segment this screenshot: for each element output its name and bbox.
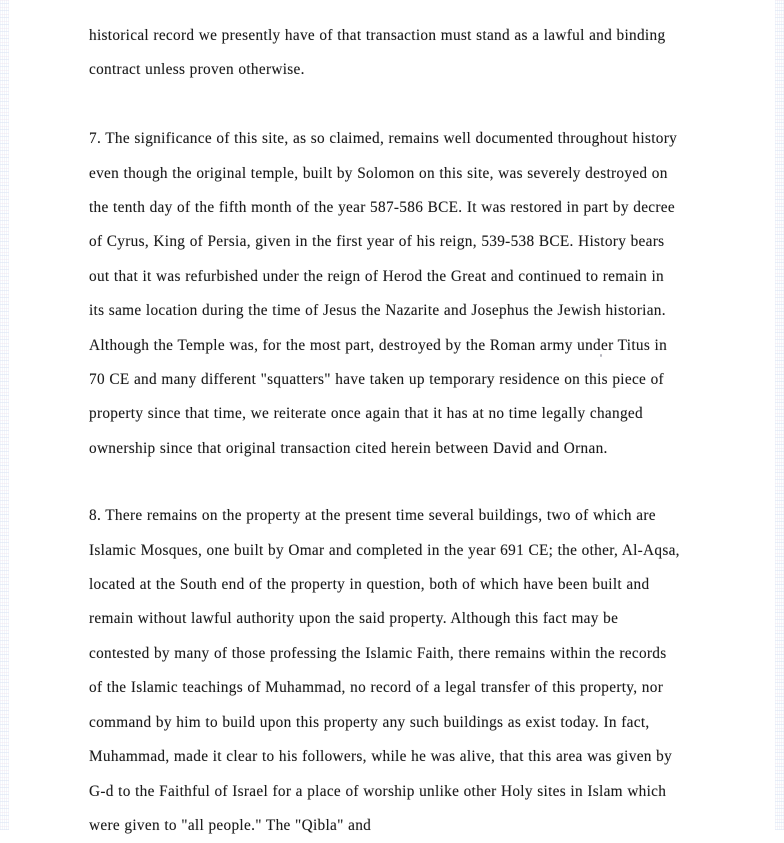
paragraph-7: 7. The significance of this site, as so claimed, remains well documented throughout history even though the original temple, built by Solomon on this site, was severely destroyed on the tenth day of the fifth month of the year 587-586 BCE. It was restored in part by decree of Cyrus, King of Persia, given in the first year of his reign, 539-538 BCE. History bears out that it was refurbished under the reign of Herod the Great and continued to remain in its same location during the time of Jesus the Nazarite and Josephus the Jewish historian. Although the Temple was, for the most part, destroyed by the Roman army under Titus in 70 CE and many different "squatters" have taken up temporary residence on this piece of property since that time, we reiterate once again that it has at no time legally changed ownership since that original transaction cited herein between David and Ornan.	[89, 130, 678, 457]
document-text-column	[89, 0, 681, 843]
scan-noise-edge-right	[775, 0, 784, 830]
scan-speck-artifact	[600, 354, 602, 357]
scan-noise-edge-left	[0, 0, 9, 830]
paragraph-continuation: historical record we presently have of that transaction must stand as a lawful and binding contract unless proven otherwise.	[89, 27, 666, 79]
paragraph-8: 8. There remains on the property at the present time several buildings, two of which are Islamic Mosques, one built by Omar and completed in the year 691 CE; the other, Al-Aqsa, located at the South end of the property in question, both of which have been built and remain without lawful authority upon the said property. Although this fact may be contested by many of those professing the Islamic Faith, there remains within the records of the Islamic teachings of Muhammad, no record of a legal transfer of this property, nor command by him to build upon this property any such buildings as exist today. In fact, Muhammad, made it clear to his followers, while he was alive, that this area was given by G-d to the Faithful of Israel for a place of worship unlike other Holy sites in Islam which were given to "all people." The "Qibla" and	[89, 507, 680, 834]
